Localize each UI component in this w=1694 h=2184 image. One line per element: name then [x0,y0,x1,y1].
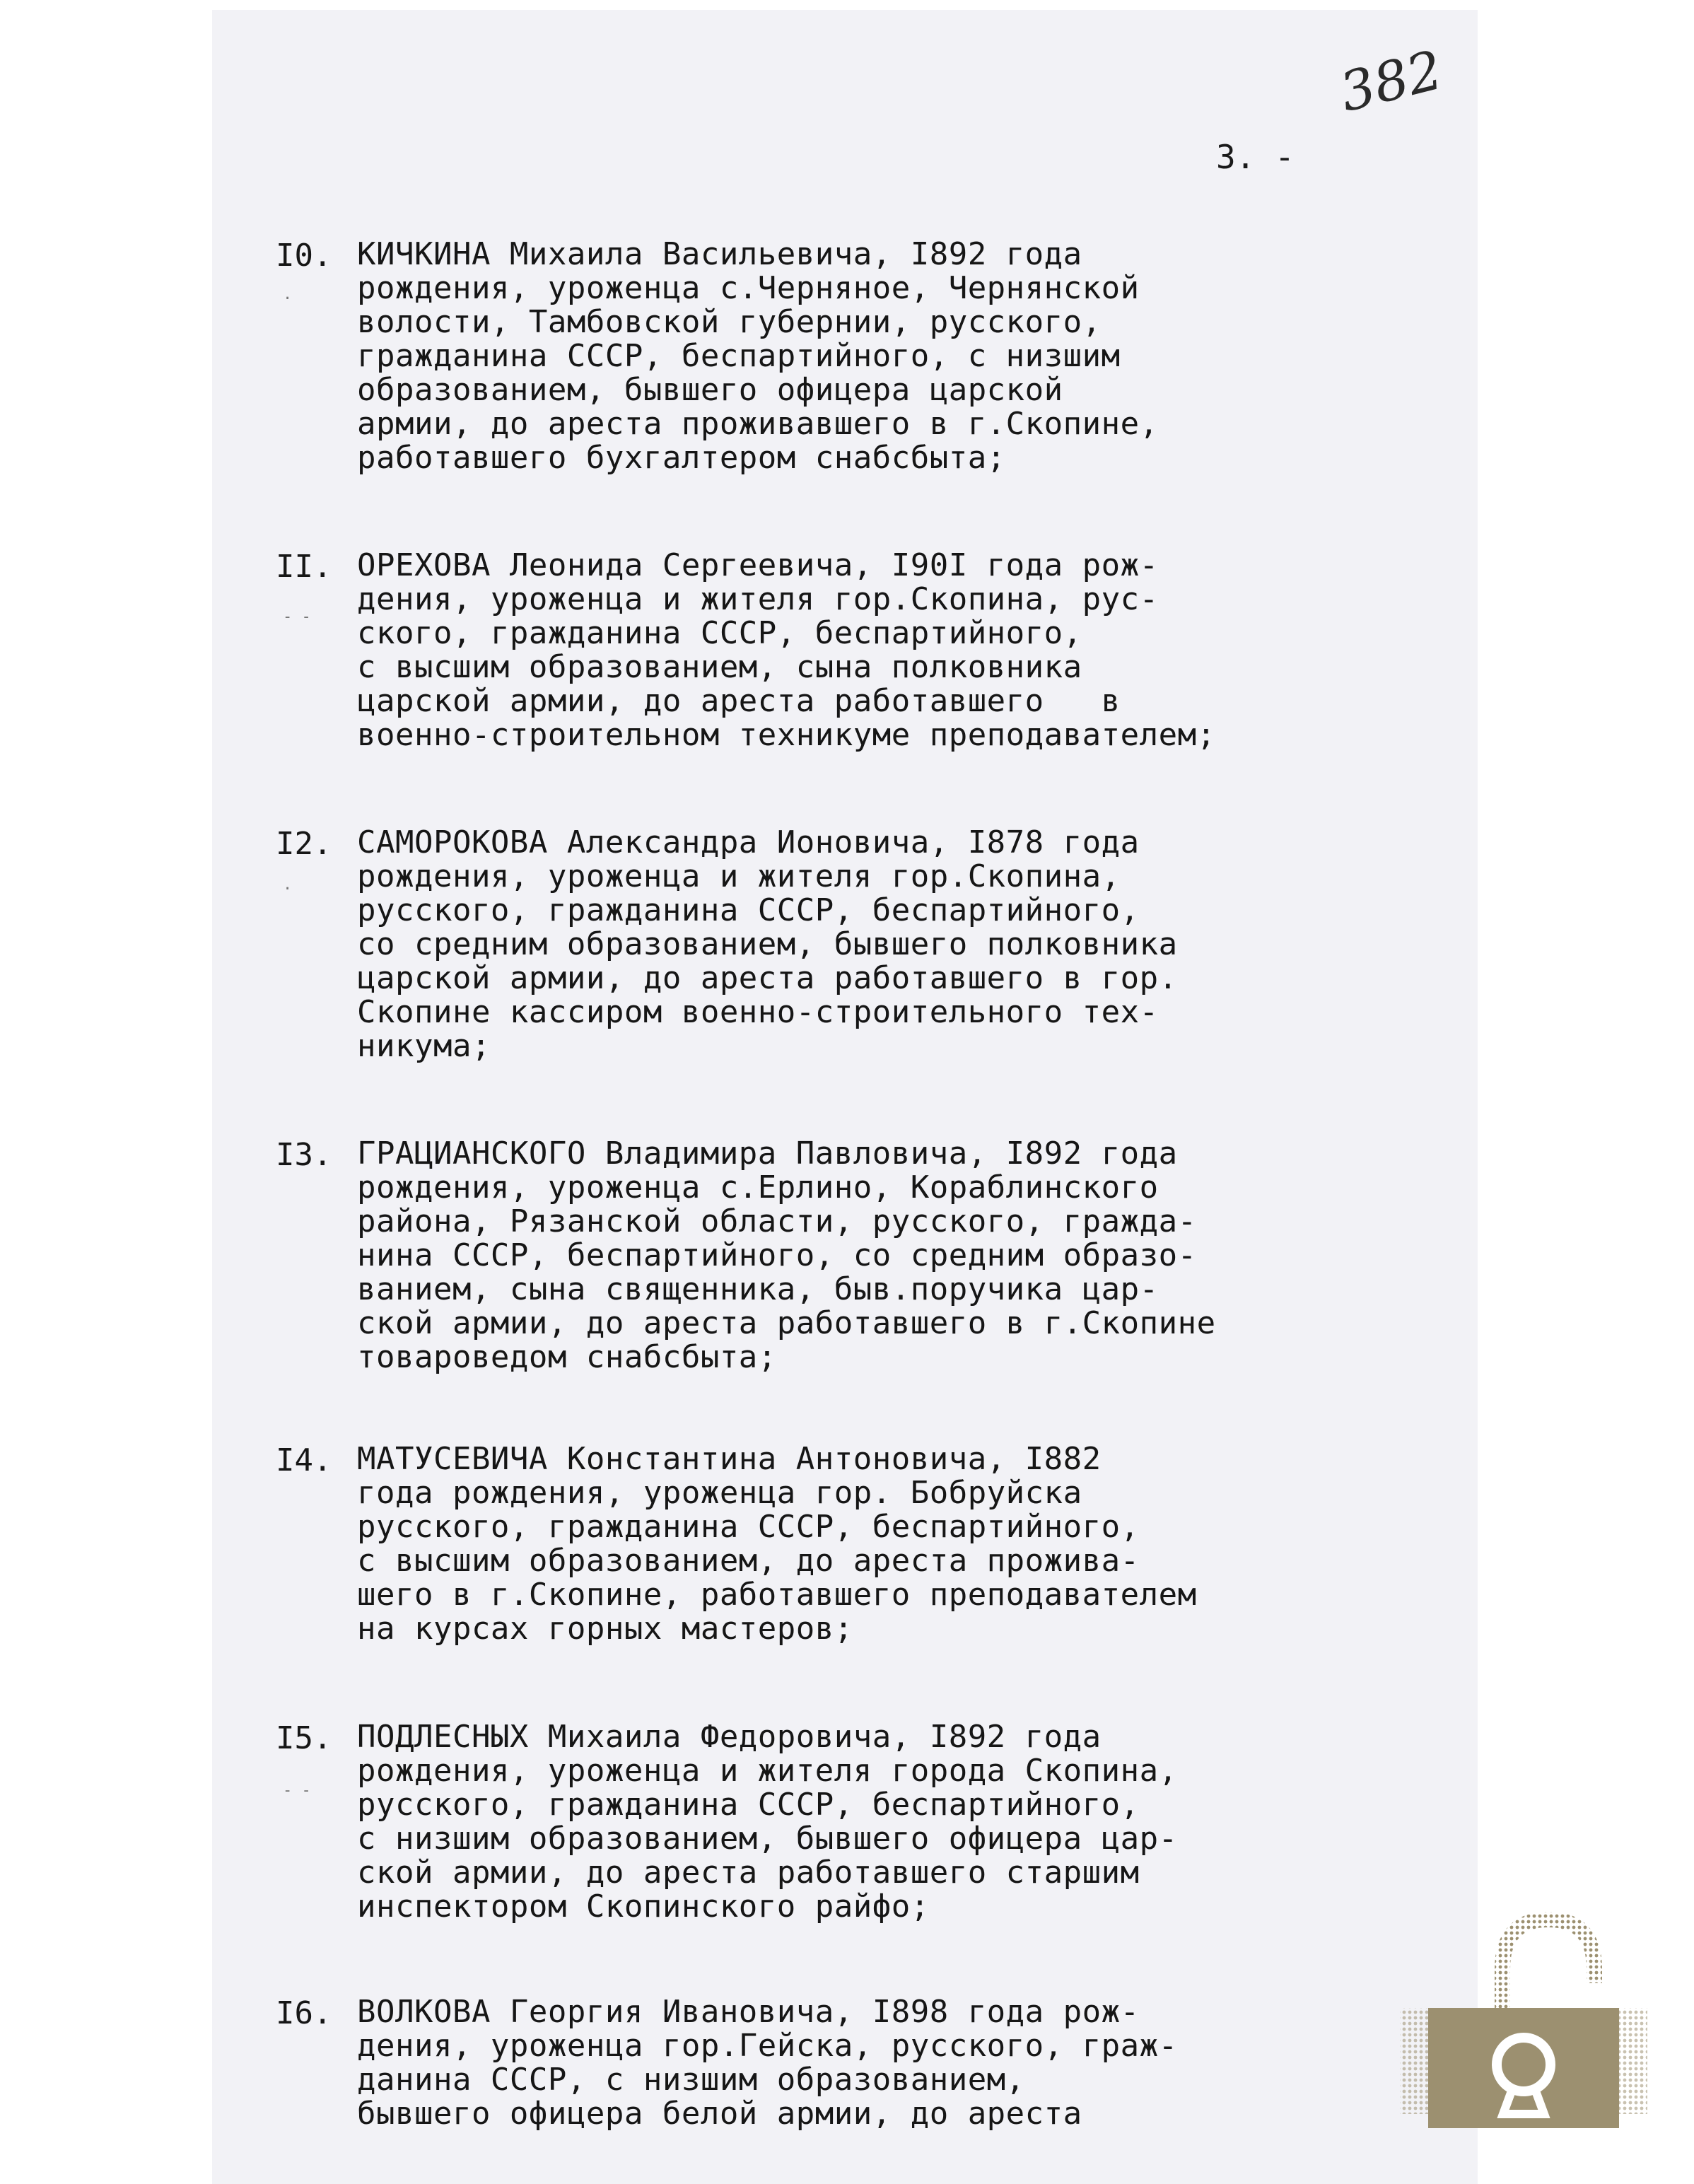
entry-line: товароведом снабсбыта; [357,1339,777,1375]
entry-line: бывшего офицера белой армии, до ареста [357,2096,1082,2132]
entry-line: ПОДЛЕСНЫХ Михаила Федоровича, I892 года [357,1719,1102,1755]
entry-text [357,1442,1197,1646]
entry-text [357,238,1159,475]
entry-line: с высшим образованием, сына полковника [357,649,1082,685]
entry-line: Скопине кассиром военно-строительного тех- [357,994,1159,1030]
entry-text [357,1720,1178,1924]
entry-line: района, Рязанской области, русского, гражда- [357,1203,1197,1239]
entry-line: МАТУСЕВИЧА Константина Антоновича, I882 [357,1441,1102,1477]
entry-number: I6. [276,1995,332,2031]
entry-number: I0. [276,238,332,274]
entry-line: инспектором Скопинского райфо; [357,1888,930,1925]
entry-line: образованием, бывшего офицера царской [357,372,1063,408]
entry-number: II. [276,549,332,585]
entry-line: ванием, сына священника, быв.поручика цар- [357,1271,1159,1307]
entry-line: данина СССР, с низшим образованием, [357,2062,1025,2098]
entry-line: ГРАЦИАНСКОГО Владимира Павловича, I892 года [357,1135,1178,1172]
entry-line: шего в г.Скопине, работавшего преподавателем [357,1577,1197,1613]
entry-line: рождения, уроженца и жителя гор.Скопина, [357,858,1121,894]
entry-line: гражданина СССР, беспартийного, с низшим [357,338,1121,374]
entry-line: года рождения, уроженца гор. Бобруйска [357,1475,1082,1511]
entry-line: волости, Тамбовской губернии, русского, [357,304,1102,340]
entry-line: военно-строительном техникуме преподавателем; [357,717,1216,753]
entry-number: I2. [276,826,332,862]
entry-line: дения, уроженца гор.Гейска, русского, граж- [357,2028,1178,2064]
entry-line: со средним образованием, бывшего полковника [357,926,1178,962]
entry-line: царской армии, до ареста работавшего в гор. [357,960,1178,996]
entry-line: ской армии, до ареста работавшего в г.Скопине [357,1305,1216,1341]
entry-line: русского, гражданина СССР, беспартийного, [357,1787,1140,1823]
entry-number: I3. [276,1137,332,1173]
entry-line: русского, гражданина СССР, беспартийного, [357,1509,1140,1545]
entry-line: с высшим образованием, до ареста прожива- [357,1543,1140,1579]
margin-mark: - - [283,608,311,626]
unlock-icon [1379,1902,1661,2142]
entry-line: с низшим образованием, бывшего офицера цар- [357,1821,1178,1857]
handwritten-page-number: 382 [1333,37,1449,124]
entry-line: русского, гражданина СССР, беспартийного, [357,892,1140,928]
entry-number: I4. [276,1442,332,1478]
entry-line: САМОРОКОВА Александра Ионовича, I878 года [357,824,1140,860]
page-number: 3. - [1216,138,1295,176]
entry-line: никума; [357,1028,491,1064]
entry-line: на курсах горных мастеров; [357,1611,853,1647]
entry-line: армии, до ареста проживавшего в г.Скопине, [357,406,1159,442]
entry-line: ского, гражданина СССР, беспартийного, [357,615,1082,651]
margin-mark: · [283,290,293,308]
entry-line: КИЧКИНА Михаила Васильевича, I892 года [357,236,1082,272]
entry-line: ВОЛКОВА Георгия Ивановича, I898 года рож- [357,1994,1140,2030]
entry-line: царской армии, до ареста работавшего в [357,683,1121,719]
entry-line: рождения, уроженца и жителя города Скопина, [357,1753,1178,1789]
margin-mark: - - [283,1782,311,1799]
entry-text [357,826,1178,1063]
entry-line: рождения, уроженца с.Ерлино, Кораблинского [357,1169,1159,1205]
entry-text [357,1995,1178,2131]
entry-line: работавшего бухгалтером снабсбыта; [357,440,1006,476]
entry-line: ОРЕХОВА Леонида Сергеевича, I90I года рож- [357,547,1159,583]
entry-line: нина СССР, беспартийного, со средним образо- [357,1237,1197,1273]
entry-number: I5. [276,1720,332,1756]
entry-line: ской армии, до ареста работавшего старшим [357,1855,1140,1891]
entry-line: дения, уроженца и жителя гор.Скопина, рус- [357,581,1159,617]
entry-line: рождения, уроженца с.Черняное, Чернянской [357,270,1140,306]
margin-mark: · [283,880,293,898]
entry-text [357,549,1216,752]
entry-text [357,1137,1216,1374]
